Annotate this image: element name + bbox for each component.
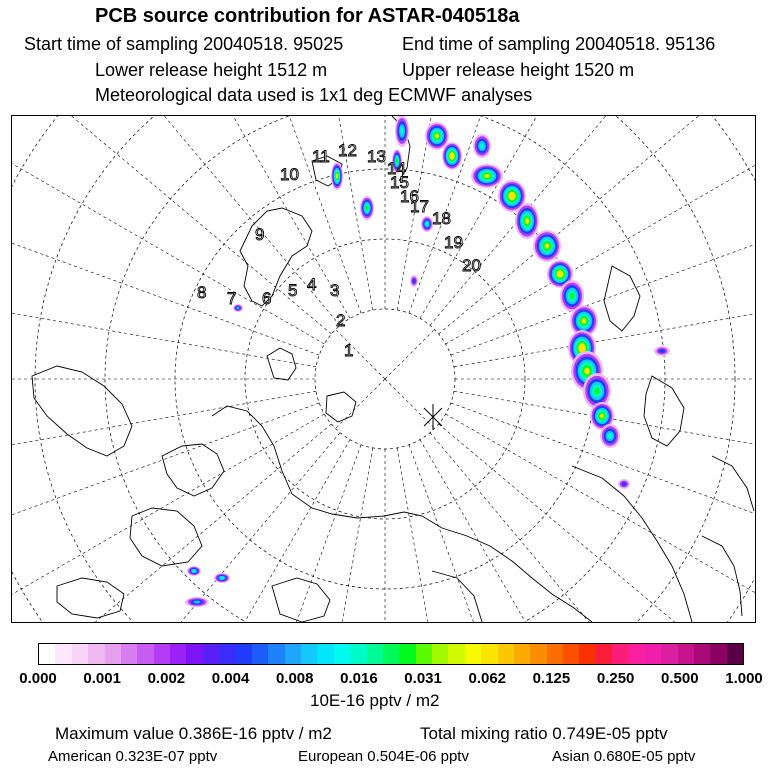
- color-scale-tick-label: 0.250: [596, 670, 635, 687]
- color-scale-tick-label: 0.016: [340, 670, 378, 687]
- trajectory-label: 8: [197, 283, 207, 302]
- color-scale-tick-label: 0.500: [661, 670, 699, 687]
- trajectory-label: 20: [462, 256, 481, 275]
- color-scale-segment: [678, 644, 694, 664]
- concentration-patch: [480, 143, 484, 149]
- color-scale-segment: [596, 644, 612, 664]
- trajectory-label: 2: [336, 311, 346, 330]
- meridian-line: [263, 448, 372, 623]
- trajectory-label: 17: [410, 197, 429, 216]
- meridian-line: [35, 440, 350, 623]
- concentration-patch: [400, 127, 403, 134]
- color-scale-segment: [514, 644, 530, 664]
- meridian-line: [146, 116, 361, 313]
- trajectory-label: 12: [338, 141, 357, 160]
- concentration-patch: [525, 218, 529, 224]
- concentration-patch: [600, 414, 604, 419]
- color-scale-segment: [530, 644, 546, 664]
- color-scale-segment: [219, 644, 235, 664]
- concentration-patch: [570, 293, 575, 299]
- coastline: [130, 508, 202, 566]
- pole-line: [385, 379, 434, 428]
- coastline: [162, 444, 224, 496]
- station-marker: [424, 404, 442, 430]
- color-scale-tick-label: 1.000: [725, 670, 763, 687]
- color-scale-segment: [661, 644, 677, 664]
- trajectory-label: 15: [390, 173, 409, 192]
- coastline: [212, 406, 592, 622]
- color-scale-tick-label: 0.062: [468, 670, 507, 687]
- trajectory-label: 9: [255, 225, 265, 244]
- unit-label: 10E-16 pptv / m2: [310, 691, 440, 710]
- concentration-patch: [659, 349, 665, 353]
- color-scale-tick-label: 0.008: [275, 670, 314, 687]
- color-scale-segment: [170, 644, 186, 664]
- concentration-field: [185, 116, 670, 607]
- trajectory-label: 18: [432, 209, 451, 228]
- coastline: [272, 578, 330, 622]
- color-scale-segment: [268, 644, 284, 664]
- color-scale-segment: [236, 644, 252, 664]
- color-scale-segment: [727, 644, 743, 664]
- polar-map: [12, 116, 756, 623]
- color-scale-segment: [481, 644, 497, 664]
- concentration-patch: [608, 433, 613, 439]
- concentration-patch: [435, 134, 439, 139]
- concentration-patch: [336, 174, 338, 179]
- pole-line: [385, 330, 434, 379]
- color-scale-segment: [399, 644, 415, 664]
- color-scale-segment: [367, 644, 383, 664]
- meridian-line: [146, 445, 361, 623]
- meteo-text: Meteorological data used is 1x1 deg ECMWF analyses: [95, 85, 533, 105]
- color-scale-segment: [55, 644, 71, 664]
- color-scale-segment: [465, 644, 481, 664]
- meridian-line: [12, 433, 340, 623]
- concentration-patch: [594, 388, 599, 395]
- color-scale-segment: [498, 644, 514, 664]
- meridian-line: [12, 414, 324, 623]
- color-scale-segment: [448, 644, 464, 664]
- meridian-line: [12, 140, 319, 355]
- color-scale-tick-label: 0.002: [147, 670, 186, 687]
- color-scale-segment: [301, 644, 317, 664]
- pole-line: [336, 379, 385, 428]
- trajectory-label: 11: [312, 147, 330, 166]
- end-time-text: End time of sampling 20040518. 95136: [402, 34, 716, 54]
- color-scale-segment: [629, 644, 645, 664]
- color-scale-segment: [317, 644, 333, 664]
- concentration-patch: [622, 482, 627, 486]
- coastline: [644, 376, 684, 446]
- color-scale-segment: [612, 644, 628, 664]
- color-scale-segment: [350, 644, 366, 664]
- total-mixing-text: Total mixing ratio 0.749E-05 pptv: [420, 724, 668, 743]
- color-scale-segment: [121, 644, 137, 664]
- pole-line: [336, 330, 385, 379]
- meridian-line: [454, 257, 756, 366]
- meridian-line: [439, 424, 756, 623]
- meridian-line: [12, 424, 331, 623]
- color-scale-segment: [72, 644, 88, 664]
- concentration-patch: [558, 272, 562, 276]
- lat-lon-grid: [12, 116, 756, 623]
- meridian-line: [12, 257, 316, 366]
- color-scale-segment: [186, 644, 202, 664]
- coastline: [712, 456, 754, 511]
- color-scale-bar: [38, 643, 744, 665]
- trajectory-label: 6: [262, 289, 272, 308]
- trajectory-label: 19: [444, 233, 463, 252]
- color-scale-segment: [285, 644, 301, 664]
- color-scale-tick-label: 0.031: [404, 670, 442, 687]
- latitude-circle: [12, 116, 756, 623]
- coastline: [702, 536, 742, 616]
- meridian-line: [397, 448, 506, 623]
- coastline: [326, 392, 356, 422]
- european-contribution: European 0.504E-06 pptv: [298, 748, 469, 765]
- concentration-patch: [484, 174, 489, 178]
- concentration-patch: [426, 222, 429, 226]
- concentration-patch: [580, 345, 584, 350]
- color-scale-segment: [710, 644, 726, 664]
- meridian-line: [446, 116, 756, 344]
- concentration-patch: [237, 307, 240, 309]
- color-scale-tick-label: 0.000: [19, 670, 57, 687]
- concentration-patch: [413, 279, 416, 284]
- meridian-line: [446, 414, 756, 623]
- concentration-patch: [194, 601, 201, 604]
- trajectory-label: 5: [288, 281, 298, 300]
- color-scale-segment: [334, 644, 350, 664]
- trajectory-label: 14: [387, 159, 406, 178]
- trajectory-label: 7: [227, 289, 237, 308]
- color-scale-segment: [432, 644, 448, 664]
- meridian-line: [409, 445, 624, 623]
- coastline: [57, 578, 124, 618]
- coastline: [572, 466, 692, 622]
- trajectory-label: 1: [344, 341, 354, 360]
- lower-release-text: Lower release height 1512 m: [95, 60, 328, 80]
- trajectory-label: 16: [400, 187, 419, 206]
- concentration-patch: [510, 194, 514, 199]
- coastline: [267, 348, 296, 380]
- color-scale-segment: [137, 644, 153, 664]
- concentration-patch: [451, 154, 454, 158]
- trajectory-label: 3: [330, 281, 340, 300]
- color-scale-tick-label: 0.125: [532, 670, 571, 687]
- meridian-line: [420, 440, 735, 623]
- concentration-patch: [192, 570, 195, 572]
- color-scale-segment: [579, 644, 595, 664]
- color-scale-segment: [39, 644, 55, 664]
- asian-contribution: Asian 0.680E-05 pptv: [552, 748, 696, 765]
- concentration-patch: [545, 243, 550, 248]
- coastline: [432, 571, 482, 622]
- max-value-text: Maximum value 0.386E-16 pptv / m2: [55, 724, 332, 743]
- color-scale-segment: [252, 644, 268, 664]
- color-scale-segment: [383, 644, 399, 664]
- coastline: [604, 266, 640, 331]
- color-scale-segment: [416, 644, 432, 664]
- concentration-patch: [366, 206, 369, 211]
- color-scale-segment: [694, 644, 710, 664]
- color-scale-segment: [154, 644, 170, 664]
- trajectory-label: 13: [367, 147, 386, 166]
- coastline: [32, 366, 132, 456]
- trajectory-label: 10: [280, 165, 299, 184]
- color-scale-segment: [563, 644, 579, 664]
- concentration-patch: [584, 368, 589, 375]
- page-title: PCB source contribution for ASTAR-040518a: [95, 5, 520, 27]
- color-scale-segment: [645, 644, 661, 664]
- color-scale-segment: [203, 644, 219, 664]
- color-scale-segment: [105, 644, 121, 664]
- color-scale-segment: [547, 644, 563, 664]
- meridian-line: [12, 391, 316, 500]
- map-panel: [11, 115, 756, 623]
- upper-release-text: Upper release height 1520 m: [402, 60, 635, 80]
- meridian-line: [12, 116, 324, 344]
- concentration-patch: [220, 577, 224, 579]
- color-scale-tick-label: 0.004: [211, 670, 250, 687]
- start-time-text: Start time of sampling 20040518. 95025: [24, 34, 344, 54]
- meridian-line: [430, 433, 756, 623]
- american-contribution: American 0.323E-07 pptv: [48, 748, 218, 765]
- trajectory-label: 4: [307, 275, 317, 294]
- color-scale-tick-label: 0.001: [83, 670, 121, 687]
- color-scale-segment: [88, 644, 104, 664]
- latitude-circle: [12, 116, 756, 623]
- concentration-patch: [582, 318, 587, 323]
